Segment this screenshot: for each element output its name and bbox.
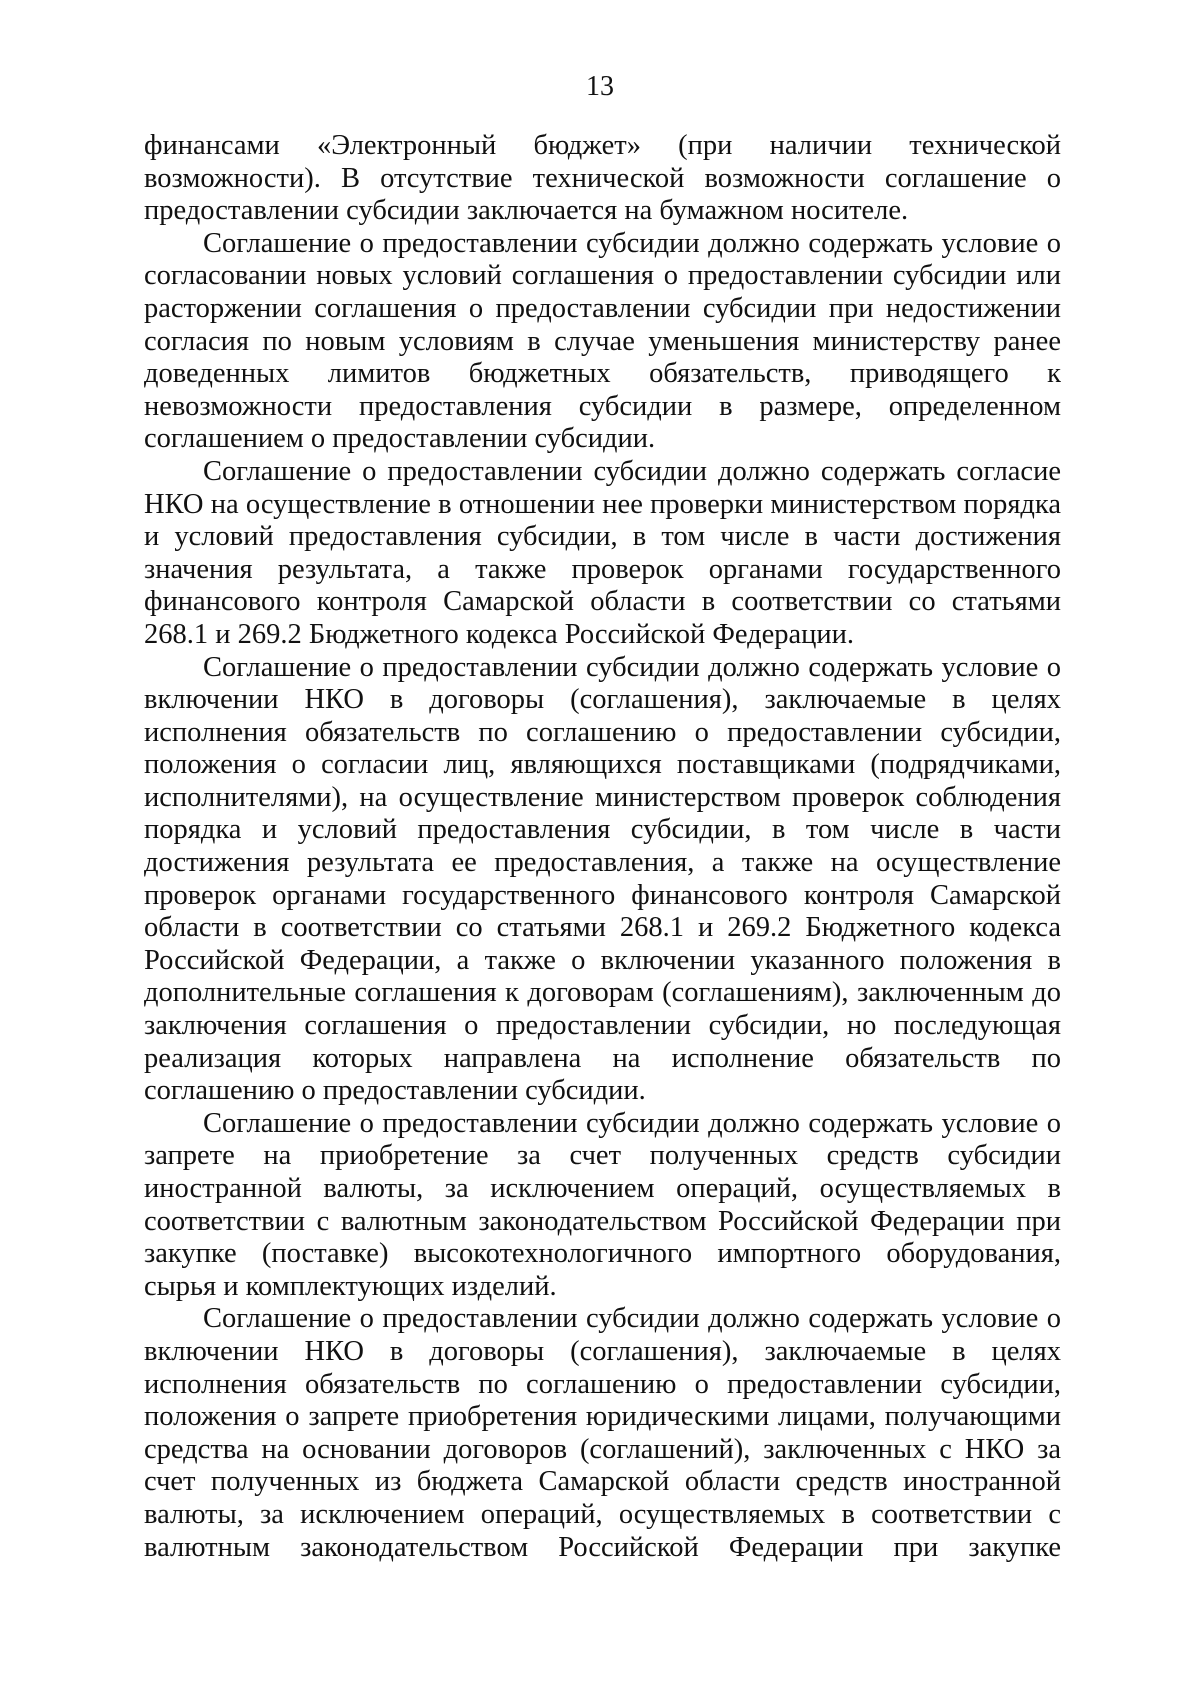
document-body xyxy=(144,130,1061,1564)
paragraph-agreement-contractor-currency-ban: Соглашение о предоставлении субсидии должно содержать условие о включении НКО в договоры (соглашения), заключаемые в целях исполнения обязательств по соглашению о предоставлении субсидии, положения о запрете приобретения юридическими лицами, получающими средства на основании договоров (соглашений), заключенных с НКО за счет полученных из бюджета Самарской области средств иностранной валюты, за исключением операций, осуществляемых в соответствии с валютным законодательством Российской Федерации при закупке xyxy=(144,1303,1061,1563)
paragraph-continuation: финансами «Электронный бюджет» (при наличии технической возможности). В отсутствие технической возможности соглашение о предоставлении субсидии заключается на бумажном носителе. xyxy=(144,130,1061,227)
paragraph-agreement-inspection-consent: Соглашение о предоставлении субсидии должно содержать согласие НКО на осуществление в отношении нее проверки министерством порядка и условий предоставления субсидии, в том числе в части достижения значения результата, а также проверок органами государственного финансового контроля Самарской области в соответствии со статьями 268.1 и 269.2 Бюджетного кодекса Российской Федерации. xyxy=(144,455,1061,650)
paragraph-agreement-contractor-consent: Соглашение о предоставлении субсидии должно содержать условие о включении НКО в договоры (соглашения), заключаемые в целях исполнения обязательств по соглашению о предоставлении субсидии, положения о согласии лиц, являющихся поставщиками (подрядчиками, исполнителями), на осуществление министерством проверок соблюдения порядка и условий предоставления субсидии, в том числе в части достижения результата ее предоставления, а также на осуществление проверок органами государственного финансового контроля Самарской области в соответствии со статьями 268.1 и 269.2 Бюджетного кодекса Российской Федерации, а также о включении указанного положения в дополнительные соглашения к договорам (соглашениям), заключенным до заключения соглашения о предоставлении субсидии, но последующая реализация которых направлена на исполнение обязательств по соглашению о предоставлении субсидии. xyxy=(144,651,1061,1107)
paragraph-agreement-new-conditions: Соглашение о предоставлении субсидии должно содержать условие о согласовании новых условий соглашения о предоставлении субсидии или расторжении соглашения о предоставлении субсидии при недостижении согласия по новым условиям в случае уменьшения министерству ранее доведенных лимитов бюджетных обязательств, приводящего к невозможности предоставления субсидии в размере, определенном соглашением о предоставлении субсидии. xyxy=(144,227,1061,455)
page-number: 13 xyxy=(586,71,614,102)
paragraph-agreement-currency-ban: Соглашение о предоставлении субсидии должно содержать условие о запрете на приобретение за счет полученных средств субсидии иностранной валюты, за исключением операций, осуществляемых в соответствии с валютным законодательством Российской Федерации при закупке (поставке) высокотехнологичного импортного оборудования, сырья и комплектующих изделий. xyxy=(144,1107,1061,1302)
